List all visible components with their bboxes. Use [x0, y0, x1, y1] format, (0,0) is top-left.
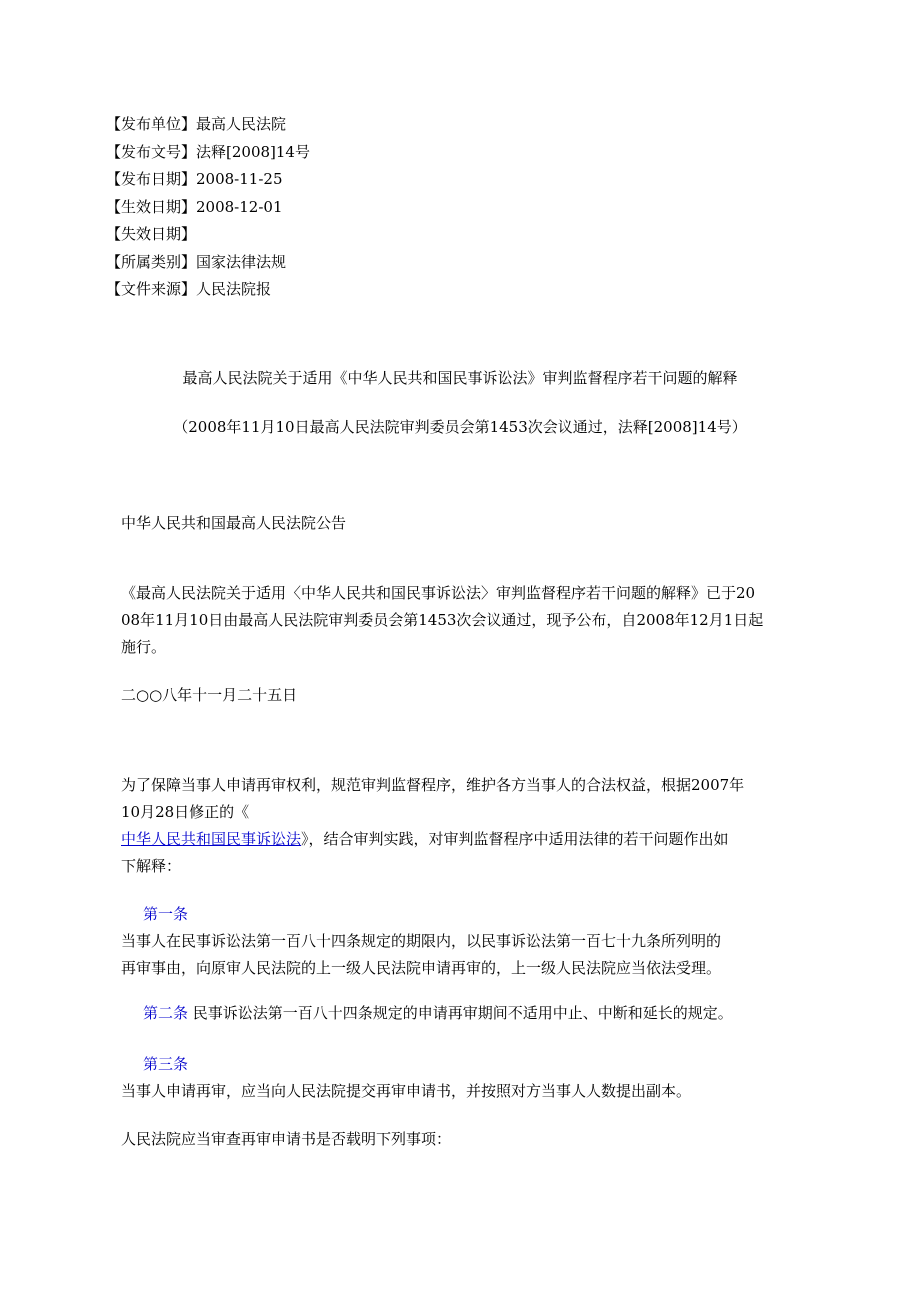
announcement-heading: 中华人民共和国最高人民法院公告	[121, 514, 347, 532]
meta-category: 【所属类别】国家法律法规	[106, 252, 287, 271]
preamble-line: 10月28日修正的《	[121, 803, 250, 821]
article-3-label: 第三条	[143, 1055, 189, 1073]
civil-procedure-law-link[interactable]: 中华人民共和国民事诉讼法	[121, 830, 302, 848]
article-3	[121, 1051, 801, 1105]
announcement-line: 施行。	[121, 638, 167, 656]
preamble-line-rest: 》，结合审判实践，对审判监督程序中适用法律的若干问题作出如	[301, 830, 729, 848]
preamble-line: 为了保障当事人申请再审权利，规范审判监督程序，维护各方当事人的合法权益，根据2007年	[121, 776, 745, 794]
meta-issuer: 【发布单位】最高人民法院	[106, 115, 287, 133]
meta-doc-number: 【发布文号】法释[2008]14号	[106, 142, 310, 161]
preamble-line	[121, 826, 801, 853]
article-3-line: 当事人申请再审，应当向人民法院提交再审申请书，并按照对方当事人人数提出副本。	[121, 1082, 692, 1100]
document-title: 最高人民法院关于适用《中华人民共和国民事诉讼法》审判监督程序若干问题的解释	[182, 369, 738, 387]
article-1-line: 再审事由，向原审人民法院的上一级人民法院申请再审的，上一级人民法院应当依法受理。	[121, 959, 722, 977]
metadata-block	[106, 111, 310, 304]
preamble-line: 下解释：	[121, 857, 182, 875]
document-subtitle: （2008年11月10日最高人民法院审判委员会第1453次会议通过，法释[2008]14号）	[173, 418, 747, 436]
meta-effective-date: 【生效日期】2008-12-01	[106, 197, 283, 216]
article-2-label: 第二条	[143, 1004, 189, 1022]
article-2	[121, 1000, 801, 1027]
meta-source: 【文件来源】人民法院报	[106, 280, 272, 298]
announcement-line: 08年11月10日由最高人民法院审判委员会第1453次会议通过，现予公布，自2008年12月1日起	[121, 611, 764, 629]
preamble	[121, 772, 801, 880]
article-3-continuation: 人民法院应当审查再审申请书是否载明下列事项：	[121, 1130, 452, 1148]
announcement-body	[121, 580, 801, 661]
meta-expiry-date: 【失效日期】	[106, 225, 197, 243]
article-1	[121, 901, 801, 982]
article-1-line: 当事人在民事诉讼法第一百八十四条规定的期限内，以民事诉讼法第一百七十九条所列明的	[121, 932, 722, 950]
article-2-text: 民事诉讼法第一百八十四条规定的申请再审期间不适用中止、中断和延长的规定。	[188, 1004, 733, 1022]
meta-issue-date: 【发布日期】2008-11-25	[106, 170, 283, 188]
article-1-label: 第一条	[143, 905, 189, 923]
announcement-line: 《最高人民法院关于适用〈中华人民共和国民事诉讼法〉审判监督程序若干问题的解释》已于20	[121, 584, 756, 602]
announcement-date: 二○○八年十一月二十五日	[121, 686, 298, 704]
